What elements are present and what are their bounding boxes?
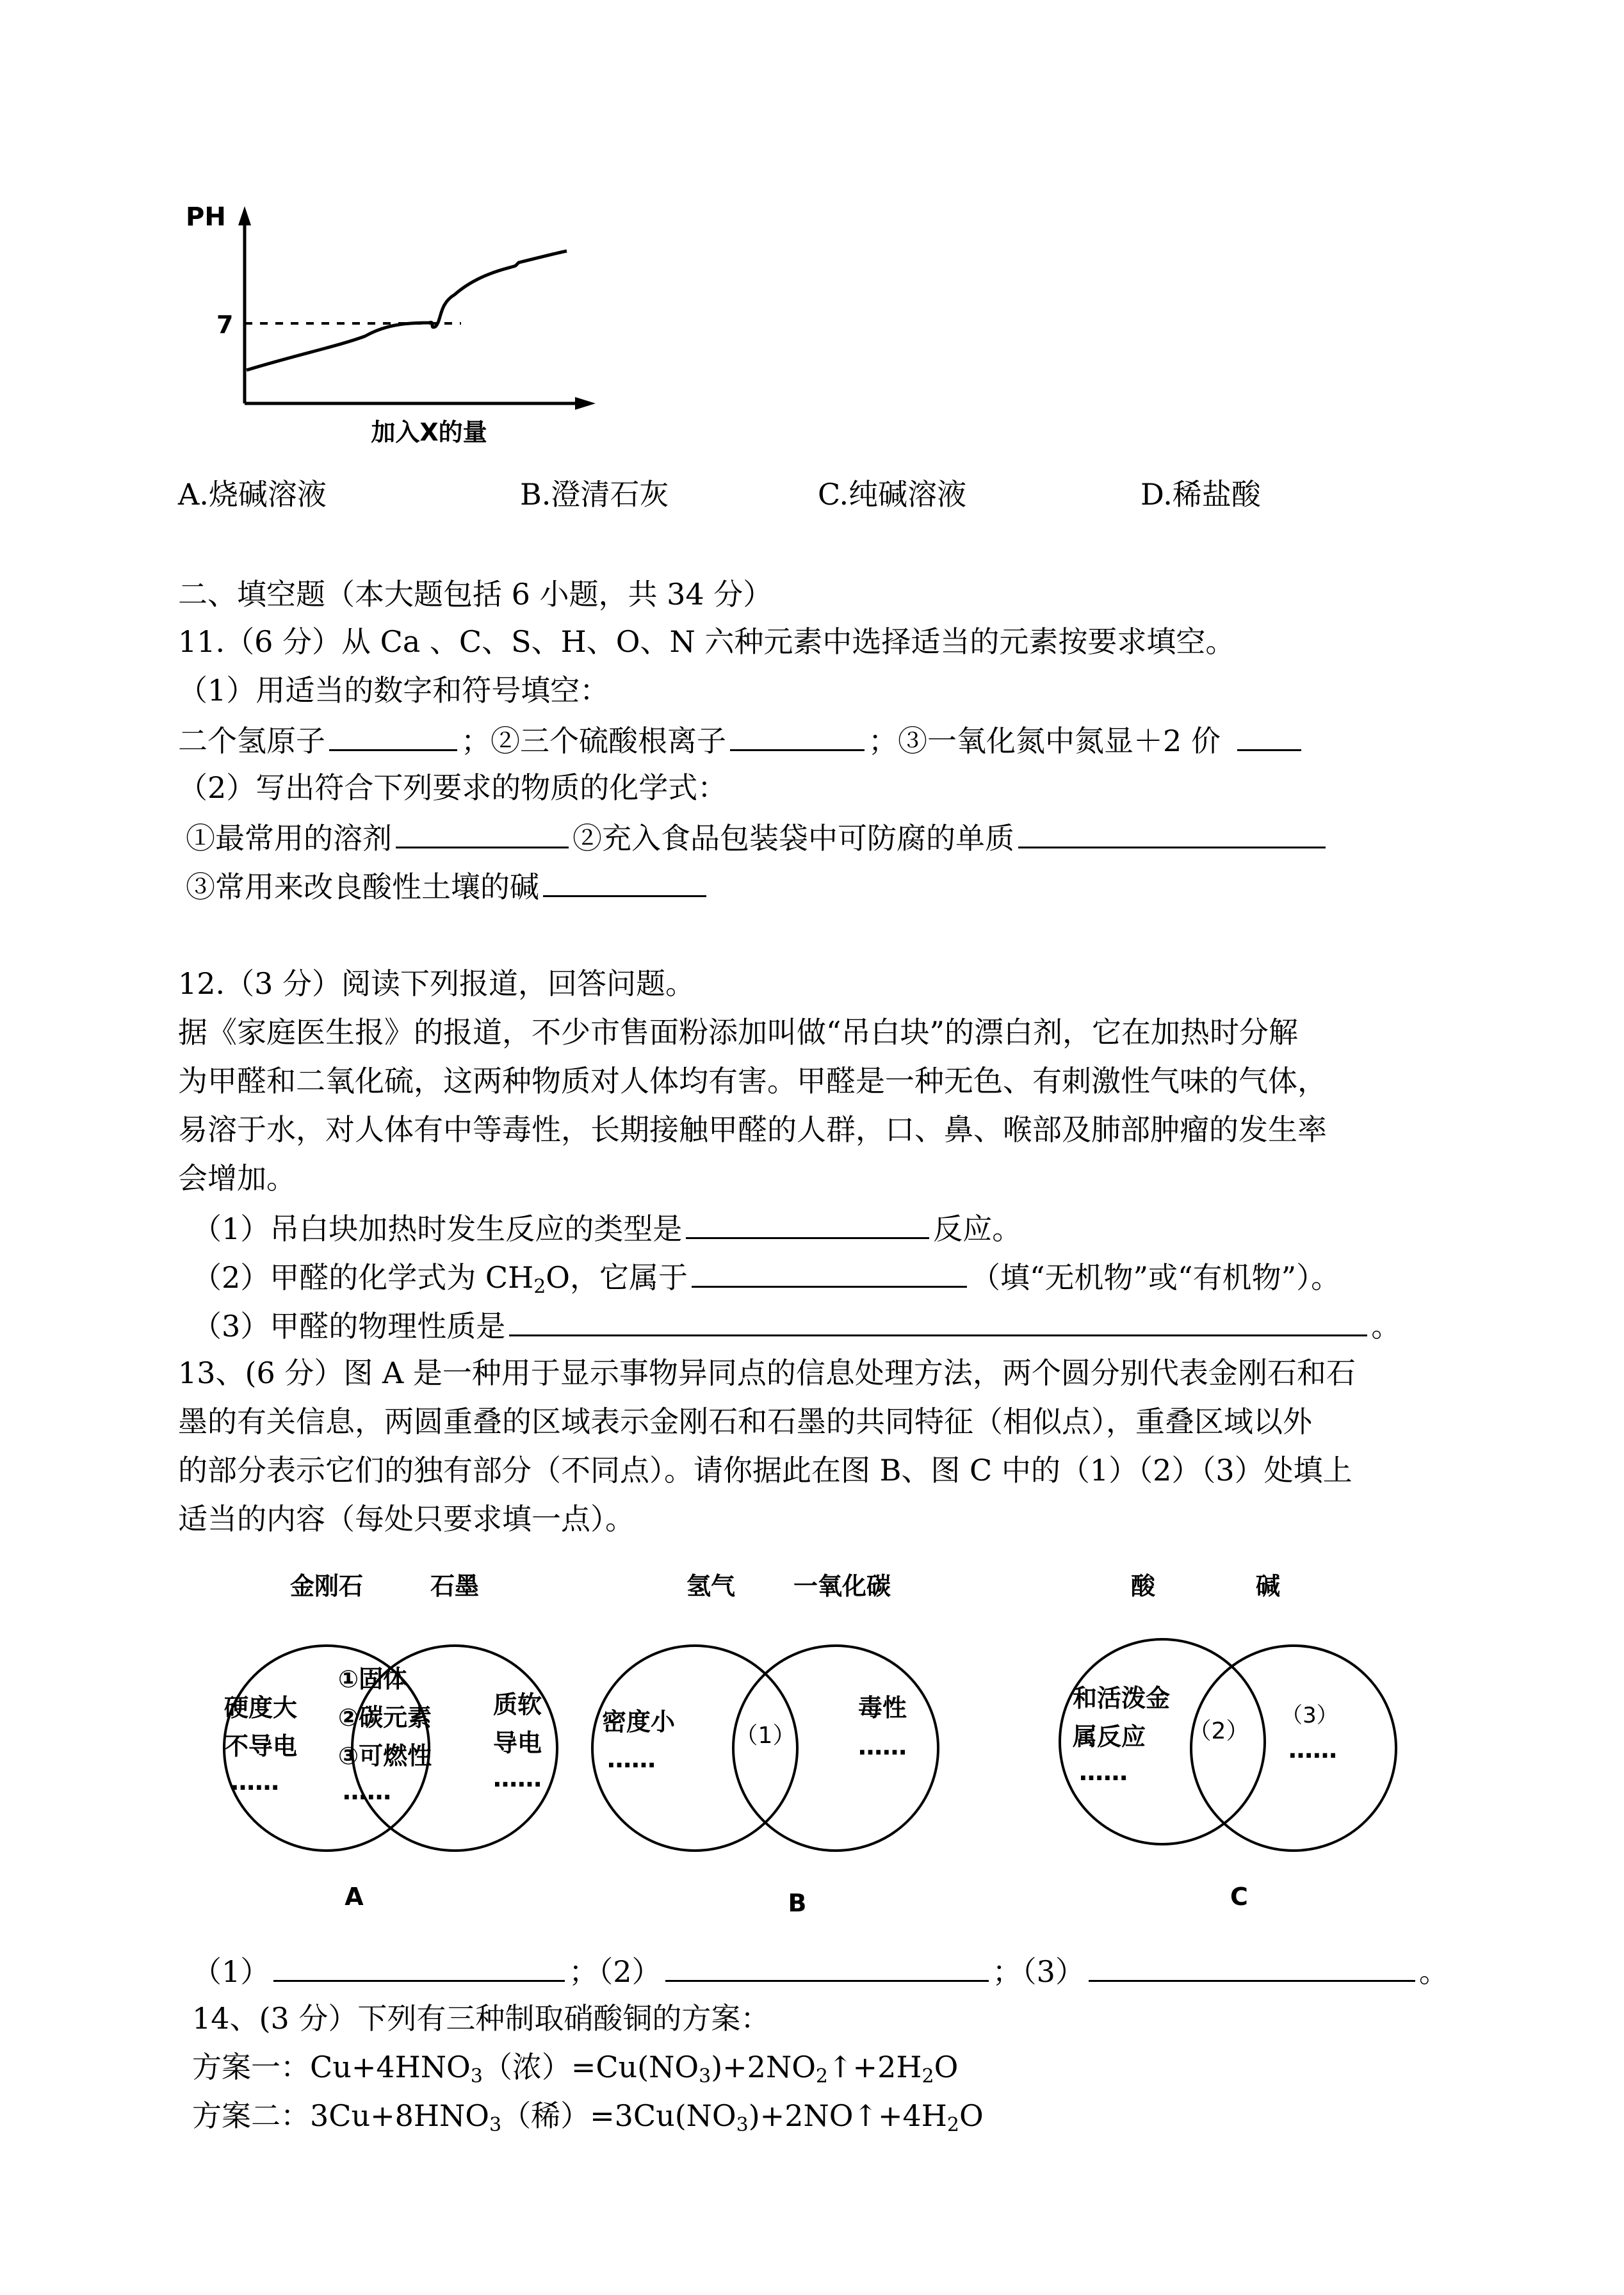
q12-para-2: 为甲醛和二氧化硫，这两种物质对人体均有害。甲醛是一种无色、有刺激性气味的气体， xyxy=(178,1064,1327,1098)
venn-c-left-text: 属反应 xyxy=(1073,1723,1146,1751)
answer-blank[interactable] xyxy=(396,817,569,848)
answer-blank[interactable] xyxy=(665,1950,989,1982)
q12-sub2: （2）甲醛的化学式为 $CH_2O$，它属于 （填“无机物”或“有机物”）。 xyxy=(192,1256,1340,1297)
option-c: C.纯碱溶液 xyxy=(818,477,967,512)
venn-a-center-text: ③可燃性 xyxy=(338,1742,432,1770)
answer-blank[interactable] xyxy=(1089,1950,1415,1982)
venn-a-caption: A xyxy=(345,1883,364,1911)
venn-a-right-text: 导电 xyxy=(493,1729,542,1757)
venn-a-center-text: ①固体 xyxy=(338,1665,408,1693)
q12-para-4: 会增加。 xyxy=(178,1161,296,1196)
venn-a-left-text: …… xyxy=(231,1767,279,1796)
venn-a-left-text: 不导电 xyxy=(224,1732,298,1760)
q13-line-3: 的部分表示它们的独有部分（不同点）。请你据此在图 B、图 C 中的（1）（2）（3）处填上 xyxy=(178,1453,1352,1488)
venn-a-right-text: 质软 xyxy=(493,1691,542,1719)
answer-blank[interactable] xyxy=(686,1208,929,1239)
venn-b-left-text: 密度小 xyxy=(602,1708,676,1736)
answer-blank[interactable] xyxy=(692,1256,967,1288)
venn-a-right-title: 石墨 xyxy=(430,1572,480,1600)
venn-b-caption: B xyxy=(788,1889,807,1917)
q12-sub1: （1）吊白块加热时发生反应的类型是 反应。 xyxy=(192,1208,1021,1248)
q14-plan1: 方案一：$Cu+4HNO_3$（浓）$=Cu(NO_3)+2NO_2↑+2H_2O$ xyxy=(192,2050,959,2088)
q13-line-4: 适当的内容（每处只要求填一点）。 xyxy=(178,1502,635,1536)
q13-line-1: 13、(6 分）图 A 是一种用于显示事物异同点的信息处理方法，两个圆分别代表金刚石和石 xyxy=(178,1356,1356,1390)
option-d: D.稀盐酸 xyxy=(1141,477,1261,512)
venn-b-left-text: …… xyxy=(607,1745,656,1773)
q12-para-1: 据《家庭医生报》的报道，不少市售面粉添加叫做“吊白块”的漂白剂，它在加热时分解 xyxy=(178,1015,1299,1050)
venn-a-center-text: …… xyxy=(343,1777,391,1805)
venn-c-left-title: 酸 xyxy=(1130,1572,1156,1600)
venn-c-right-text: …… xyxy=(1288,1735,1337,1764)
answer-blank[interactable] xyxy=(273,1950,565,1982)
answer-blank[interactable] xyxy=(329,720,457,751)
q13-answers: （1） ；（2） ；（3） 。 xyxy=(192,1950,1449,1991)
q12-stem: 12.（3 分）阅读下列报道，回答问题。 xyxy=(178,966,695,1001)
venn-b-right-text: 毒性 xyxy=(858,1694,907,1722)
venn-b-right-title: 一氧化碳 xyxy=(793,1572,891,1600)
q11-part1-line: 二个氢原子 ；②三个硫酸根离子 ；③一氧化氮中氮显＋2 价 xyxy=(178,720,1305,760)
venn-diagrams xyxy=(192,1562,1441,1921)
q12-para-3: 易溶于水，对人体有中等毒性，长期接触甲醛的人群，口、鼻、喉部及肺部肿瘤的发生率 xyxy=(178,1112,1327,1147)
ph-tick-7: 7 xyxy=(216,311,234,339)
ph-graph xyxy=(173,192,621,461)
answer-blank[interactable] xyxy=(1237,720,1301,751)
section-heading: 二、填空题（本大题包括 6 小题，共 34 分） xyxy=(178,577,773,612)
venn-b-right-text: …… xyxy=(858,1732,907,1760)
option-b: B.澄清石灰 xyxy=(520,477,669,512)
q12-sub3: （3）甲醛的物理性质是 。 xyxy=(192,1305,1401,1345)
q14-stem: 14、(3 分）下列有三种制取硝酸铜的方案： xyxy=(192,2001,770,2036)
venn-c-left-text: …… xyxy=(1079,1758,1128,1786)
ph-x-axis-label: 加入X的量 xyxy=(371,418,487,446)
q11-part2: （2）写出符合下列要求的物质的化学式： xyxy=(178,770,727,805)
venn-c-right-text: （3） xyxy=(1281,1703,1338,1728)
venn-b-center-text: （1） xyxy=(735,1723,796,1749)
venn-b-left-title: 氢气 xyxy=(686,1572,736,1600)
option-a: A.烧碱溶液 xyxy=(178,477,327,512)
venn-a-right-text: …… xyxy=(493,1764,542,1792)
venn-c-right-title: 碱 xyxy=(1255,1572,1281,1600)
q11-part1: （1）用适当的数字和符号填空： xyxy=(178,673,610,708)
venn-a-left-title: 金刚石 xyxy=(289,1572,364,1600)
answer-blank[interactable] xyxy=(1018,817,1326,848)
q11-stem: 11.（6 分）从 Ca 、C、S、H、O、N 六种元素中选择适当的元素按要求填空。 xyxy=(178,624,1235,659)
venn-c-left-text: 和活泼金 xyxy=(1073,1684,1171,1712)
ph-axis-label: PH xyxy=(186,202,226,232)
q11-part2-line2: ③常用来改良酸性土壤的碱 xyxy=(186,866,710,906)
venn-c-center-text: （2） xyxy=(1188,1718,1249,1744)
q11-part2-line1: ①最常用的溶剂 ②充入食品包装袋中可防腐的单质 xyxy=(186,817,1329,857)
answer-blank[interactable] xyxy=(543,866,706,897)
venn-a-center-text: ②碳元素 xyxy=(338,1703,432,1731)
venn-c-caption: C xyxy=(1230,1883,1248,1911)
q14-plan2: 方案二：$3Cu+8HNO_3$（稀）$=3Cu(NO_3)+2NO↑+4H_2O$ xyxy=(192,2098,984,2136)
answer-blank[interactable] xyxy=(509,1305,1367,1336)
q13-line-2: 墨的有关信息，两圆重叠的区域表示金刚石和石墨的共同特征（相似点），重叠区域以外 xyxy=(178,1404,1312,1439)
venn-a-left-text: 硬度大 xyxy=(224,1694,298,1722)
answer-blank[interactable] xyxy=(730,720,865,751)
